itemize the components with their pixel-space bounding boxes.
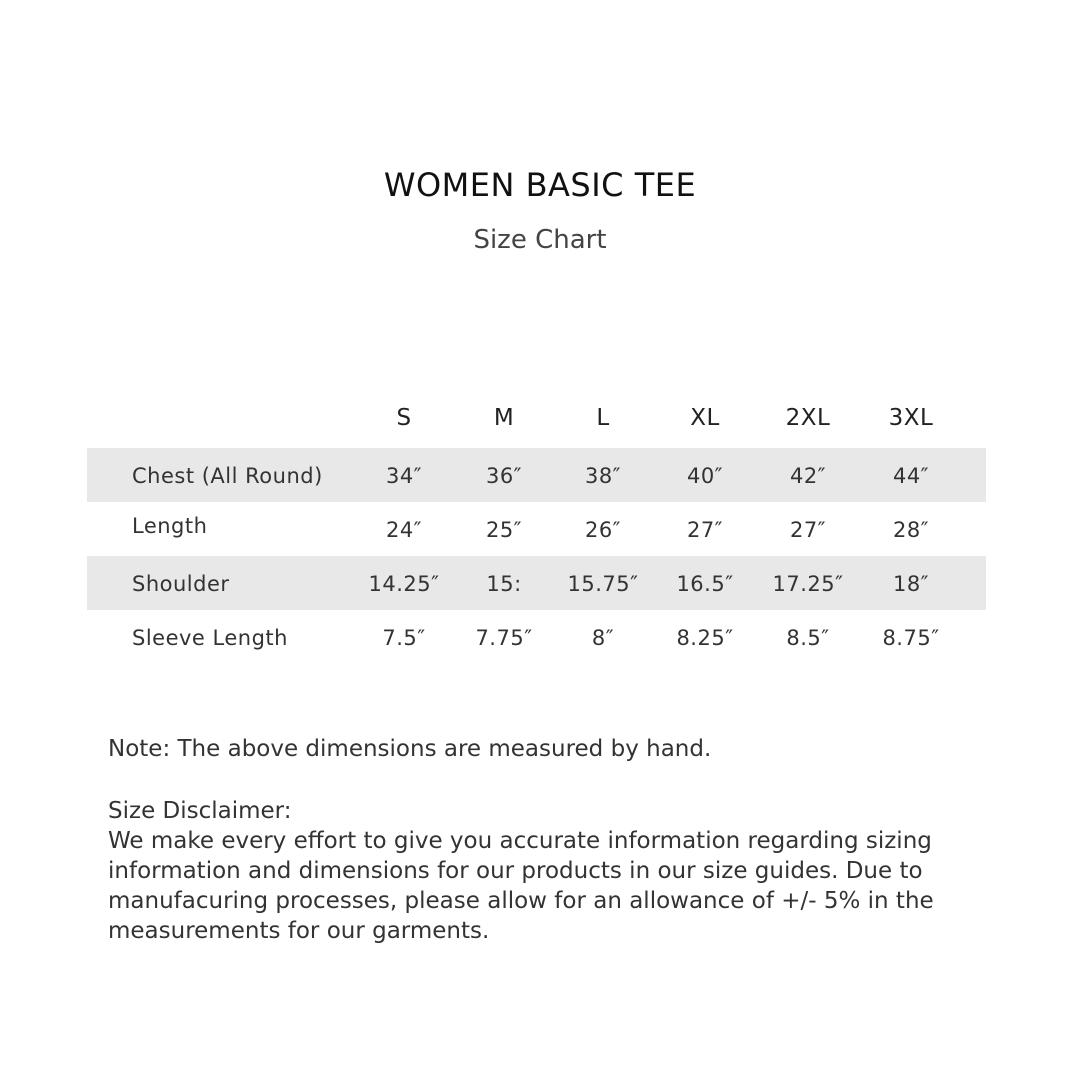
table-cell: 18″ <box>892 572 930 596</box>
disclaimer-title: Size Disclaimer: <box>108 798 292 824</box>
table-cell: 26″ <box>584 518 622 542</box>
size-disclaimer <box>108 796 968 946</box>
measurement-note: Note: The above dimensions are measured by hand. <box>108 736 712 762</box>
table-cell: 17.25″ <box>772 572 844 596</box>
row-label: Sleeve Length <box>132 626 288 650</box>
table-header-row <box>87 395 986 448</box>
row-label: Chest (All Round) <box>132 464 323 488</box>
table-row-length <box>87 502 986 556</box>
size-header-m: M <box>493 405 515 431</box>
table-cell: 44″ <box>892 464 930 488</box>
table-cell: 38″ <box>584 464 622 488</box>
table-cell: 14.25″ <box>368 572 440 596</box>
table-cell: 8.25″ <box>676 626 734 650</box>
size-header-s: S <box>396 405 412 431</box>
size-header-xl: XL <box>690 405 720 431</box>
row-label: Shoulder <box>132 572 230 596</box>
table-row-chest <box>87 448 986 502</box>
table-cell: 16.5″ <box>676 572 734 596</box>
row-label: Length <box>132 514 208 538</box>
table-cell: 36″ <box>485 464 523 488</box>
table-cell: 8.75″ <box>882 626 940 650</box>
size-header-l: L <box>596 405 610 431</box>
size-header-2xl: 2XL <box>785 405 831 431</box>
table-cell: 25″ <box>485 518 523 542</box>
table-cell: 42″ <box>789 464 827 488</box>
page-title: WOMEN BASIC TEE <box>383 166 697 204</box>
table-cell: 8.5″ <box>786 626 830 650</box>
table-cell: 40″ <box>686 464 724 488</box>
table-cell: 7.75″ <box>475 626 533 650</box>
table-cell: 27″ <box>686 518 724 542</box>
table-cell: 28″ <box>892 518 930 542</box>
table-cell: 24″ <box>385 518 423 542</box>
table-cell: 15: <box>486 572 522 596</box>
table-row-sleeve-length <box>87 610 986 664</box>
size-chart-table <box>87 395 986 664</box>
table-cell: 15.75″ <box>567 572 639 596</box>
page-subtitle: Size Chart <box>473 225 607 255</box>
table-row-shoulder <box>87 556 986 610</box>
table-cell: 7.5″ <box>382 626 426 650</box>
disclaimer-text: We make every effort to give you accurate information regarding sizing information and dimensions for our products in our size guides. Due to manufacuring processes, please allow for an allowance of +/- 5% in the measurements for our garments. <box>108 828 934 944</box>
table-cell: 34″ <box>385 464 423 488</box>
size-header-3xl: 3XL <box>888 405 934 431</box>
table-cell: 8″ <box>591 626 615 650</box>
table-cell: 27″ <box>789 518 827 542</box>
